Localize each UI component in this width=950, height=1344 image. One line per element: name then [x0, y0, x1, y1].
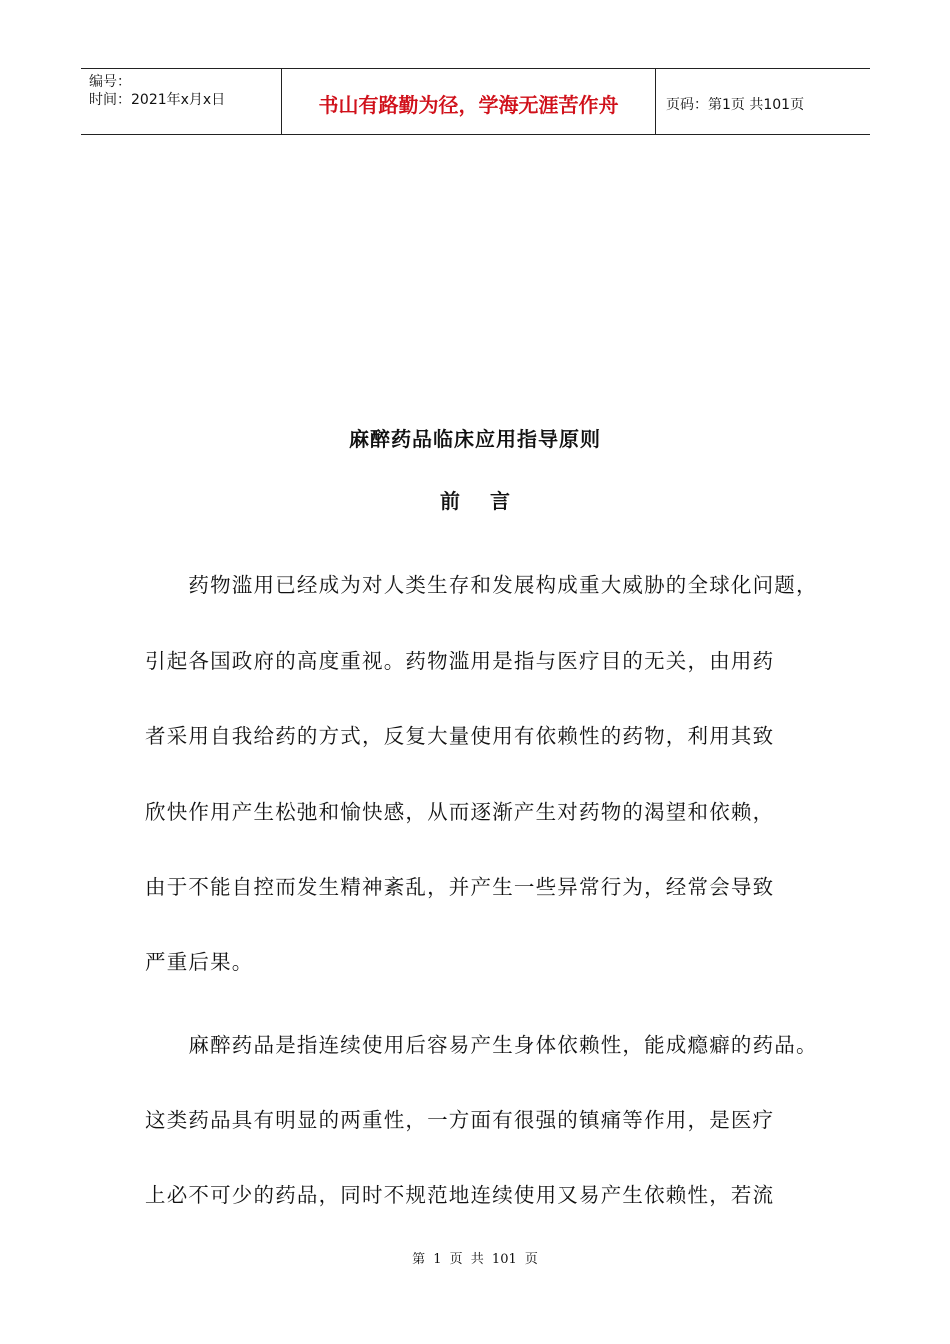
header-motto-cell — [282, 69, 656, 134]
document-time-label: 时间：2021年x月x日 — [89, 92, 226, 108]
paragraph-line: 者采用自我给药的方式，反复大量使用有依赖性的药物，利用其致 — [145, 724, 775, 748]
section-heading: 前言 — [440, 489, 540, 513]
paragraph-line: 欣快作用产生松弛和愉快感，从而逐渐产生对药物的渴望和依赖， — [145, 800, 775, 824]
header-page-info: 页码：第1页 共101页 — [666, 96, 805, 113]
header-meta-cell — [81, 69, 282, 134]
header-page-cell — [656, 69, 870, 134]
paragraph-line: 麻醉药品是指连续使用后容易产生身体依赖性，能成瘾癖的药品。 — [145, 1033, 818, 1057]
paragraph-line: 这类药品具有明显的两重性，一方面有很强的镇痛等作用，是医疗 — [145, 1108, 775, 1132]
paragraph-line: 药物滥用已经成为对人类生存和发展构成重大威胁的全球化问题， — [145, 573, 818, 597]
header-table — [81, 68, 870, 135]
paragraph-line: 严重后果。 — [145, 950, 254, 974]
paragraph-line: 上必不可少的药品，同时不规范地连续使用又易产生依赖性，若流 — [145, 1183, 775, 1207]
paragraph-line: 引起各国政府的高度重视。药物滥用是指与医疗目的无关，由用药 — [145, 649, 775, 673]
page-footer: 第 1 页 共 101 页 — [412, 1252, 538, 1267]
paragraph-line: 由于不能自控而发生精神紊乱，并产生一些异常行为，经常会导致 — [145, 875, 775, 899]
document-title: 麻醉药品临床应用指导原则 — [349, 427, 601, 451]
document-number-label: 编号： — [89, 74, 131, 90]
header-motto: 书山有路勤为径，学海无涯苦作舟 — [318, 93, 619, 117]
